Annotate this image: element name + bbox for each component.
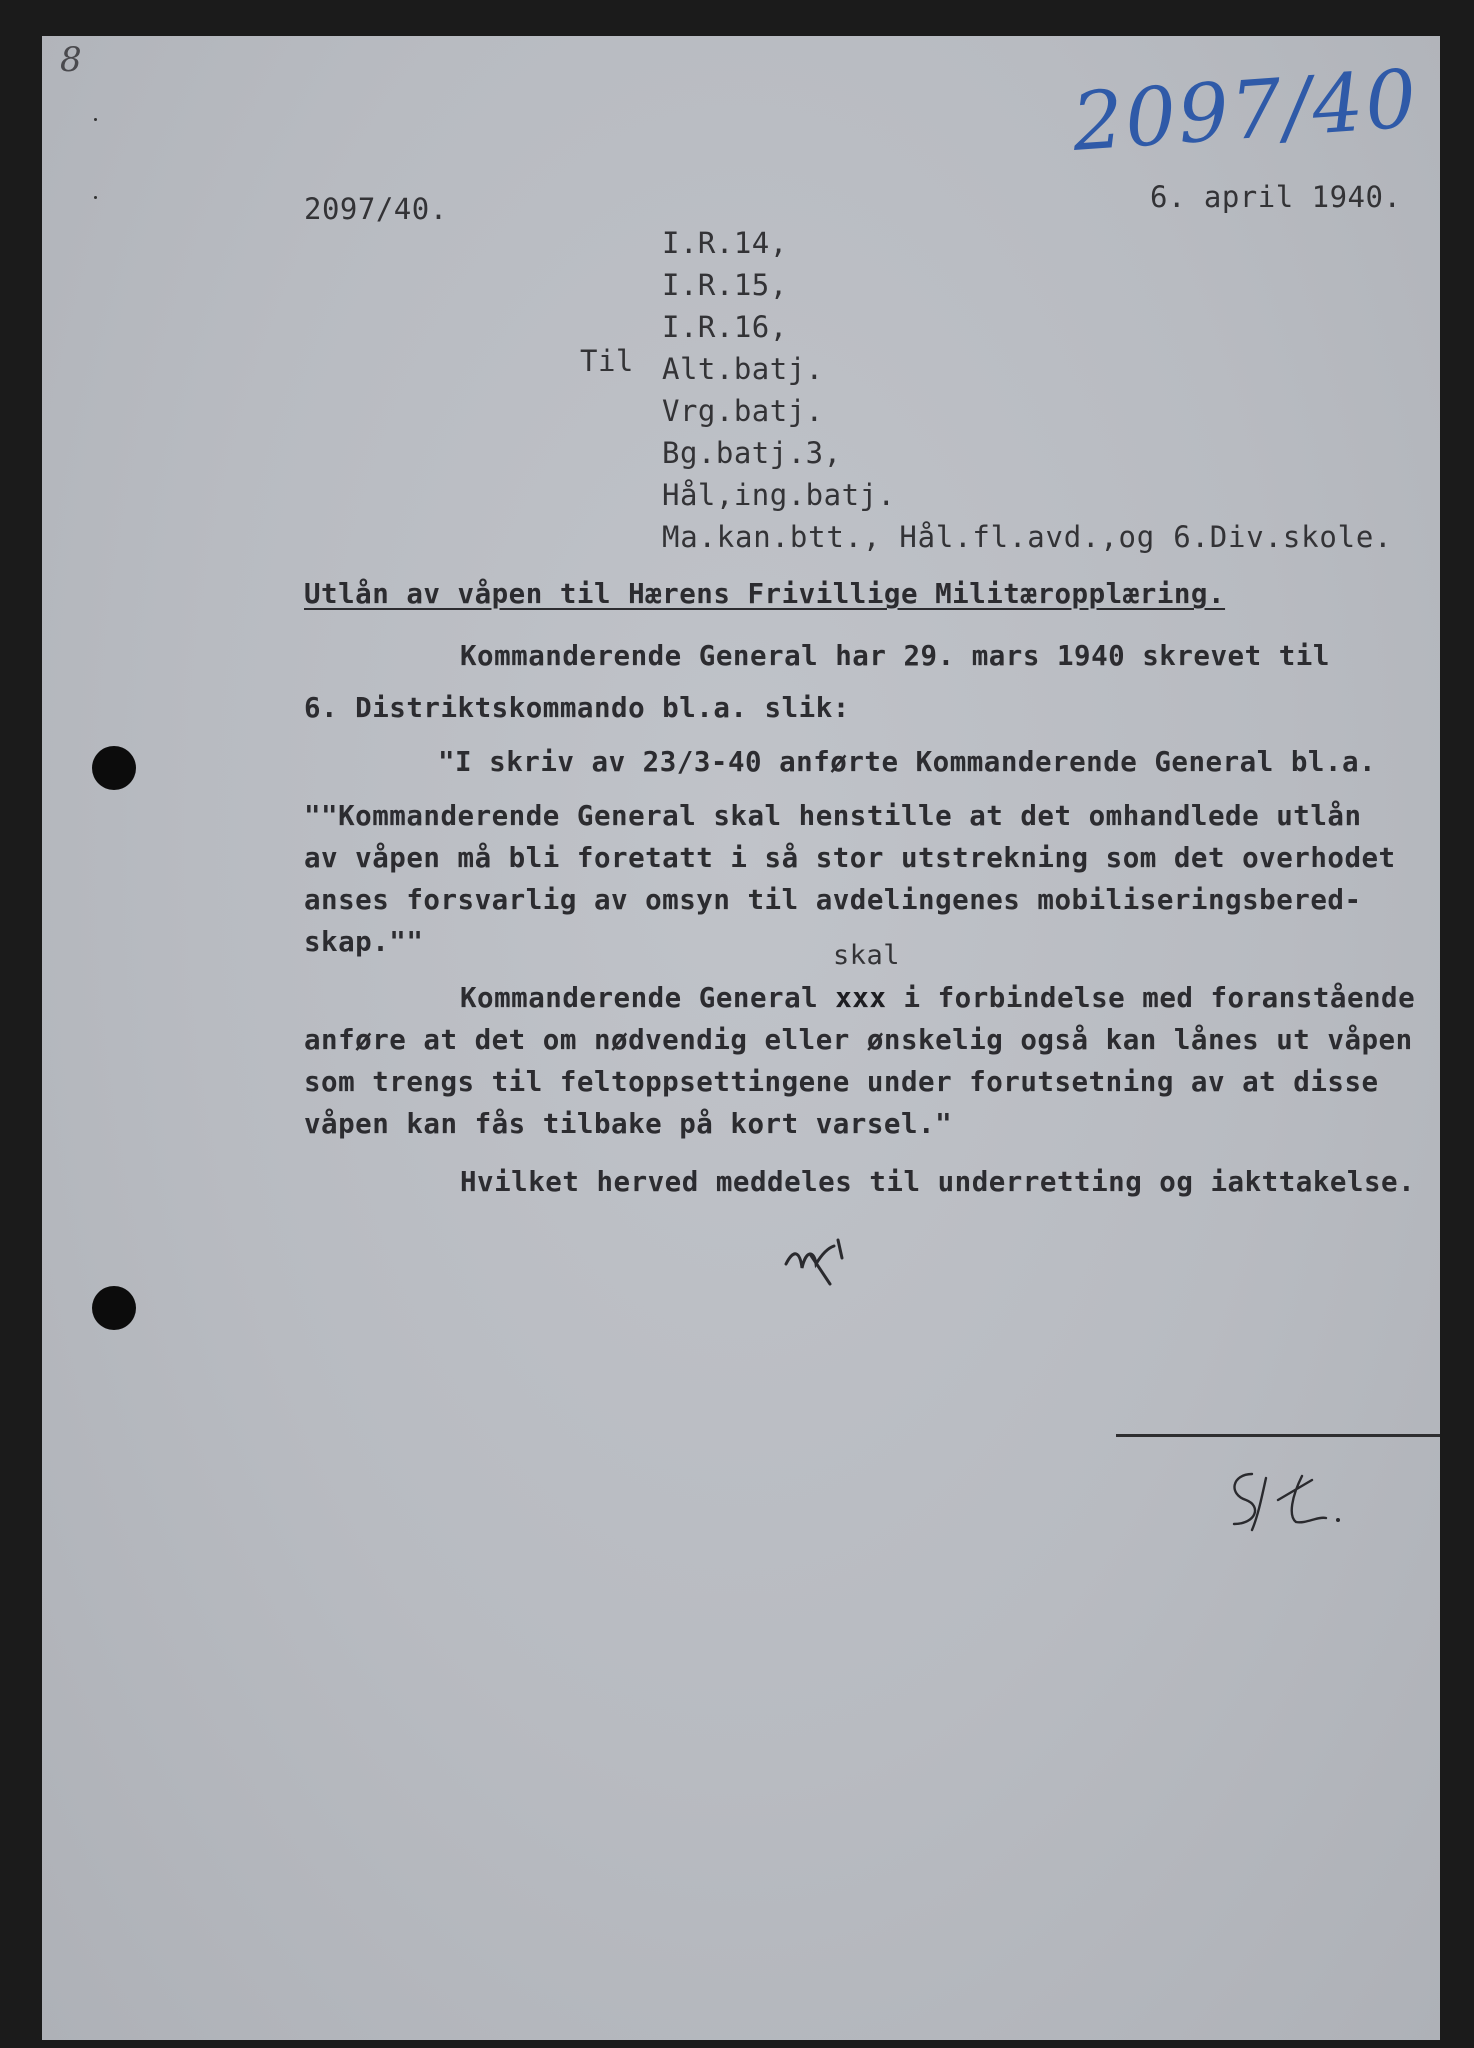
margin-mark [94,196,97,199]
closing-text: Hvilket herved meddeles til underretting og iakttakelse. [460,1166,1416,1198]
recipient: Ma.kan.btt., Hål.fl.avd.,og 6.Div.skole. [662,520,1393,554]
body-text: våpen kan fås tilbake på kort varsel." [304,1108,953,1140]
document-page [42,36,1440,2040]
handwritten-reference: 2097/40 [1069,52,1422,169]
punch-hole [92,1286,136,1330]
body-text: 6. Distriktskommando bl.a. slik: [304,692,850,724]
body-text: som trengs til feltoppsettingene under forutsetning av at disse [304,1066,1379,1098]
body-text: anføre at det om nødvendig eller ønskelig også kan lånes ut våpen [304,1024,1413,1056]
body-text: Kommanderende General har 29. mars 1940 skrevet til [460,640,1330,672]
recipient: I.R.15, [662,268,788,302]
recipient: I.R.14, [662,226,788,260]
recipient: Alt.batj. [662,352,824,386]
struck-word: xxx [835,982,887,1014]
recipient: Bg.batj.3, [662,436,842,470]
recipient: Vrg.batj. [662,394,824,428]
signature-line [1116,1434,1440,1437]
recipient: Hål,ing.batj. [662,478,896,512]
quote-text: skap."" [304,926,424,958]
body-text: Kommanderende General xxx i forbindelse med foranstående [460,982,1416,1014]
page-number: 8 [60,40,83,80]
initials-signature [780,1224,860,1304]
handwritten-signature [1222,1460,1352,1540]
reference-number: 2097/40. [304,192,448,226]
inserted-word: skal [833,940,901,971]
quote-text: anses forsvarlig av omsyn til avdelingenes mobiliseringsbered- [304,884,1362,916]
quote-text: ""Kommanderende General skal henstille at det omhandlede utlån [304,800,1362,832]
letter-date: 6. april 1940. [1150,180,1402,214]
margin-mark [94,118,97,121]
to-label: Til [580,344,634,378]
quote-text: av våpen må bli foretatt i så stor utstrekning som det overhodet [304,842,1396,874]
punch-hole [92,746,136,790]
subject-line: Utlån av våpen til Hærens Frivillige Militæropplæring. [304,578,1226,610]
recipient: I.R.16, [662,310,788,344]
quote-text: "I skriv av 23/3-40 anførte Kommanderende General bl.a. [438,746,1377,778]
